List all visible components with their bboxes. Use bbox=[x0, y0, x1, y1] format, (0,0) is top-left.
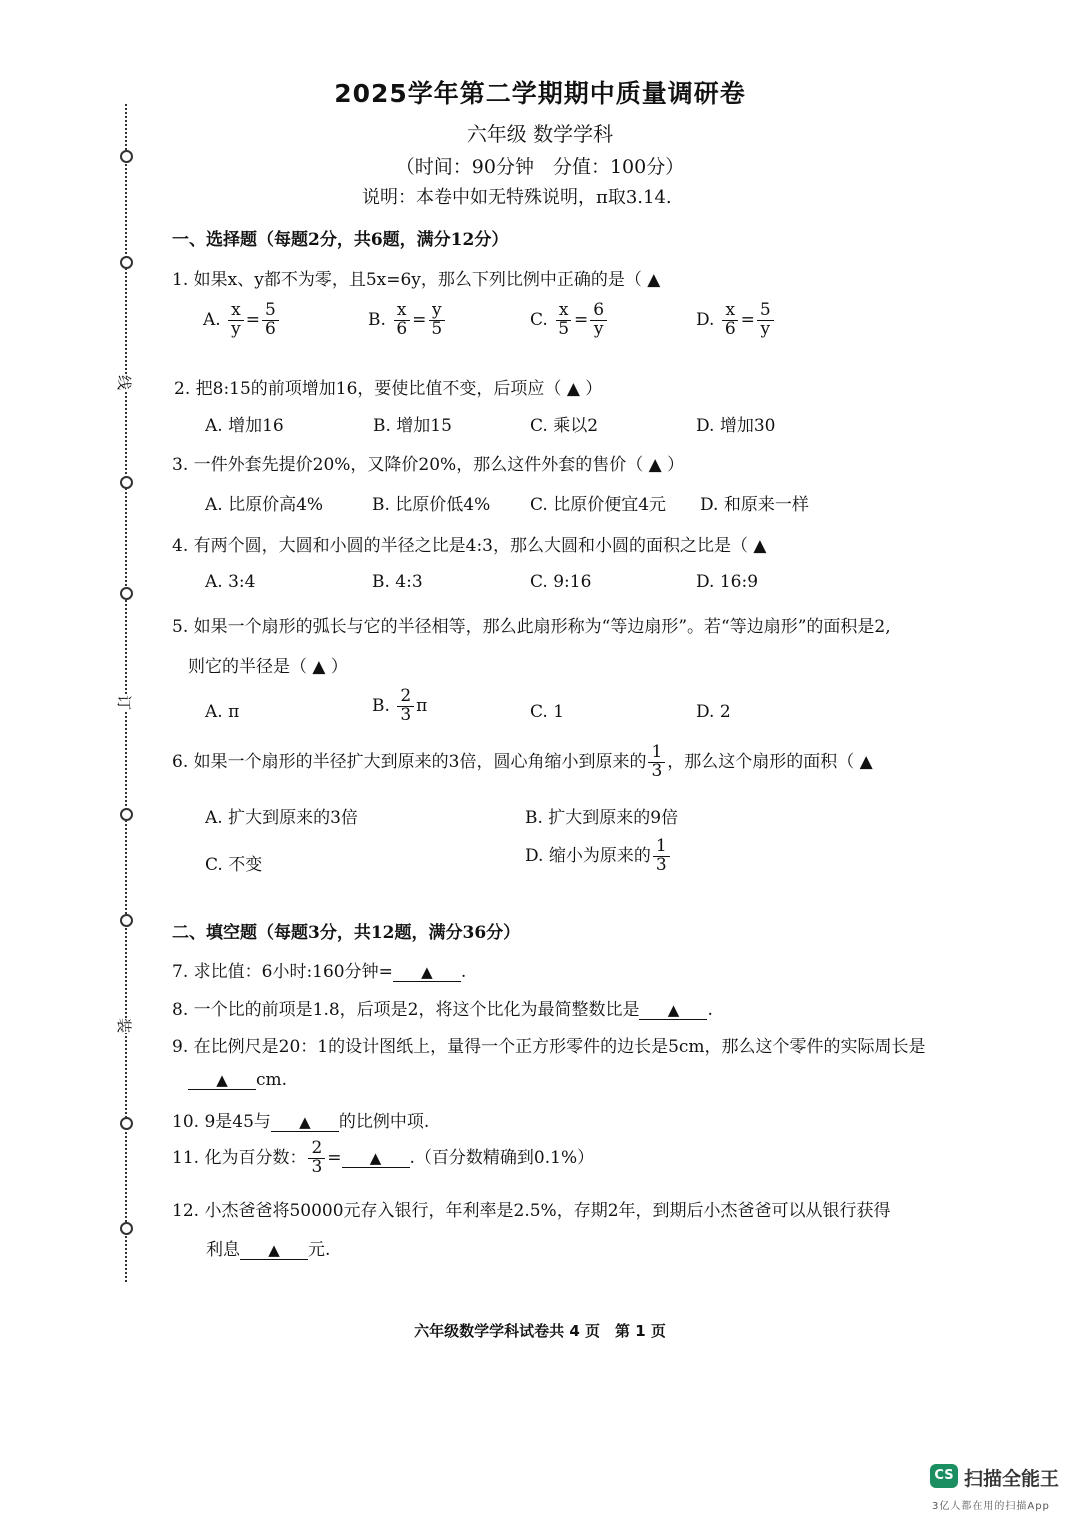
question-9-cont: ▲ cm. bbox=[188, 1070, 287, 1090]
q4-option-d: D. 16:9 bbox=[696, 572, 759, 592]
q6-option-a: A. 扩大到原来的3倍 bbox=[205, 808, 358, 828]
binding-hole bbox=[120, 256, 133, 269]
answer-blank[interactable]: ▲ bbox=[342, 1149, 410, 1168]
camscanner-logo-icon: CS bbox=[930, 1464, 958, 1488]
q2-option-b: B. 增加15 bbox=[373, 416, 452, 436]
binding-hole bbox=[120, 1117, 133, 1130]
binding-hole bbox=[120, 476, 133, 489]
q1-option-d: D. $\frac{x}{6}$ = $\frac{5}{y}$ bbox=[696, 302, 776, 339]
binding-char-ding: 订 bbox=[115, 694, 134, 711]
question-5-stem: 5. 如果一个扇形的弧长与它的半径相等，那么此扇形称为“等边扇形”。若“等边扇形”的面积是2, bbox=[172, 617, 891, 637]
q3-option-c: C. 比原价便宜4元 bbox=[530, 495, 667, 515]
q1-option-c: C. $\frac{x}{5}$ = $\frac{6}{y}$ bbox=[530, 302, 609, 339]
q3-option-d: D. 和原来一样 bbox=[700, 495, 809, 515]
question-12-cont: 利息 ▲ 元. bbox=[206, 1240, 331, 1260]
question-3-stem: 3. 一件外套先提价20%，又降价20%，那么这件外套的售价（ ▲ ） bbox=[172, 455, 685, 475]
answer-blank[interactable]: ▲ bbox=[240, 1241, 308, 1260]
question-7: 7. 求比值：6小时:160分钟= ▲ . bbox=[172, 962, 467, 982]
exam-subtitle: 六年级 数学学科 bbox=[466, 122, 614, 146]
q1-option-a: A. $\frac{x}{y}$ = $\frac{5}{6}$ bbox=[203, 302, 281, 339]
watermark-name: 扫描全能王 bbox=[964, 1468, 1060, 1490]
q5-option-b: B. $\frac{2}{3}$ π bbox=[372, 686, 428, 725]
binding-char-zhuang: 装 bbox=[115, 1017, 134, 1034]
question-12: 12. 小杰爸爸将50000元存入银行，年利率是2.5%，存期2年，到期后小杰爸爸可以从银行获得 bbox=[172, 1201, 891, 1221]
binding-hole bbox=[120, 587, 133, 600]
watermark-tagline: 3亿人都在用的扫描App bbox=[932, 1501, 1050, 1512]
q2-option-c: C. 乘以2 bbox=[530, 416, 599, 436]
question-11: 11. 化为百分数： $\frac{2}{3}$ = ▲ .（百分数精确到0.1%） bbox=[172, 1138, 595, 1177]
answer-blank[interactable]: ▲ bbox=[271, 1113, 339, 1132]
q5-option-a: A. π bbox=[205, 702, 240, 722]
question-10: 10. 9是45与 ▲ 的比例中项. bbox=[172, 1112, 430, 1132]
binding-dotted-line bbox=[125, 104, 127, 1282]
q3-option-a: A. 比原价高4% bbox=[205, 495, 324, 515]
question-8: 8. 一个比的前项是1.8，后项是2，将这个比化为最简整数比是 ▲ . bbox=[172, 1000, 713, 1020]
answer-blank[interactable]: ▲ bbox=[393, 963, 461, 982]
answer-blank[interactable]: ▲ bbox=[639, 1001, 707, 1020]
exam-title: 2025学年第二学期期中质量调研卷 bbox=[334, 79, 746, 108]
q2-option-d: D. 增加30 bbox=[696, 416, 776, 436]
section1-heading: 一、选择题（每题2分，共6题，满分12分） bbox=[172, 230, 509, 250]
question-4-stem: 4. 有两个圆，大圆和小圆的半径之比是4:3，那么大圆和小圆的面积之比是（ ▲ bbox=[172, 536, 767, 556]
question-6-stem: 6. 如果一个扇形的半径扩大到原来的3倍，圆心角缩小到原来的 $\frac{1}{3}$ ，那么这个扇形的面积（ ▲ bbox=[172, 742, 873, 781]
q3-option-b: B. 比原价低4% bbox=[372, 495, 491, 515]
q6-option-b: B. 扩大到原来的9倍 bbox=[525, 808, 679, 828]
section2-heading: 二、填空题（每题3分，共12题，满分36分） bbox=[172, 923, 521, 943]
q4-option-b: B. 4:3 bbox=[372, 572, 423, 592]
q4-option-c: C. 9:16 bbox=[530, 572, 592, 592]
answer-blank[interactable]: ▲ bbox=[188, 1071, 256, 1090]
binding-hole bbox=[120, 914, 133, 927]
q2-option-a: A. 增加16 bbox=[205, 416, 284, 436]
page-footer: 六年级数学学科试卷共 4 页 第 1 页 bbox=[414, 1322, 666, 1340]
binding-char-xian: 线 bbox=[115, 374, 134, 391]
q5-option-c: C. 1 bbox=[530, 702, 565, 722]
question-5-stem-cont: 则它的半径是（ ▲ ） bbox=[188, 657, 348, 677]
q6-option-d: D. 缩小为原来的 $\frac{1}{3}$ bbox=[525, 838, 672, 875]
binding-hole bbox=[120, 1222, 133, 1235]
exam-time-info: （时间：90分钟 分值：100分） bbox=[395, 156, 685, 178]
question-2-stem: 2. 把8:15的前项增加16，要使比值不变，后项应（ ▲ ） bbox=[174, 379, 603, 399]
q5-option-d: D. 2 bbox=[696, 702, 731, 722]
q4-option-a: A. 3:4 bbox=[205, 572, 256, 592]
q1-option-b: B. $\frac{x}{6}$ = $\frac{y}{5}$ bbox=[368, 302, 447, 339]
question-1-stem: 1. 如果x、y都不为零，且5x=6y，那么下列比例中正确的是（ ▲ bbox=[172, 270, 661, 290]
binding-hole bbox=[120, 808, 133, 821]
exam-note: 说明：本卷中如无特殊说明，π取3.14. bbox=[362, 187, 672, 208]
question-9: 9. 在比例尺是20：1的设计图纸上，量得一个正方形零件的边长是5cm，那么这个零件的实际周长是 bbox=[172, 1037, 926, 1057]
q6-option-c: C. 不变 bbox=[205, 855, 263, 875]
